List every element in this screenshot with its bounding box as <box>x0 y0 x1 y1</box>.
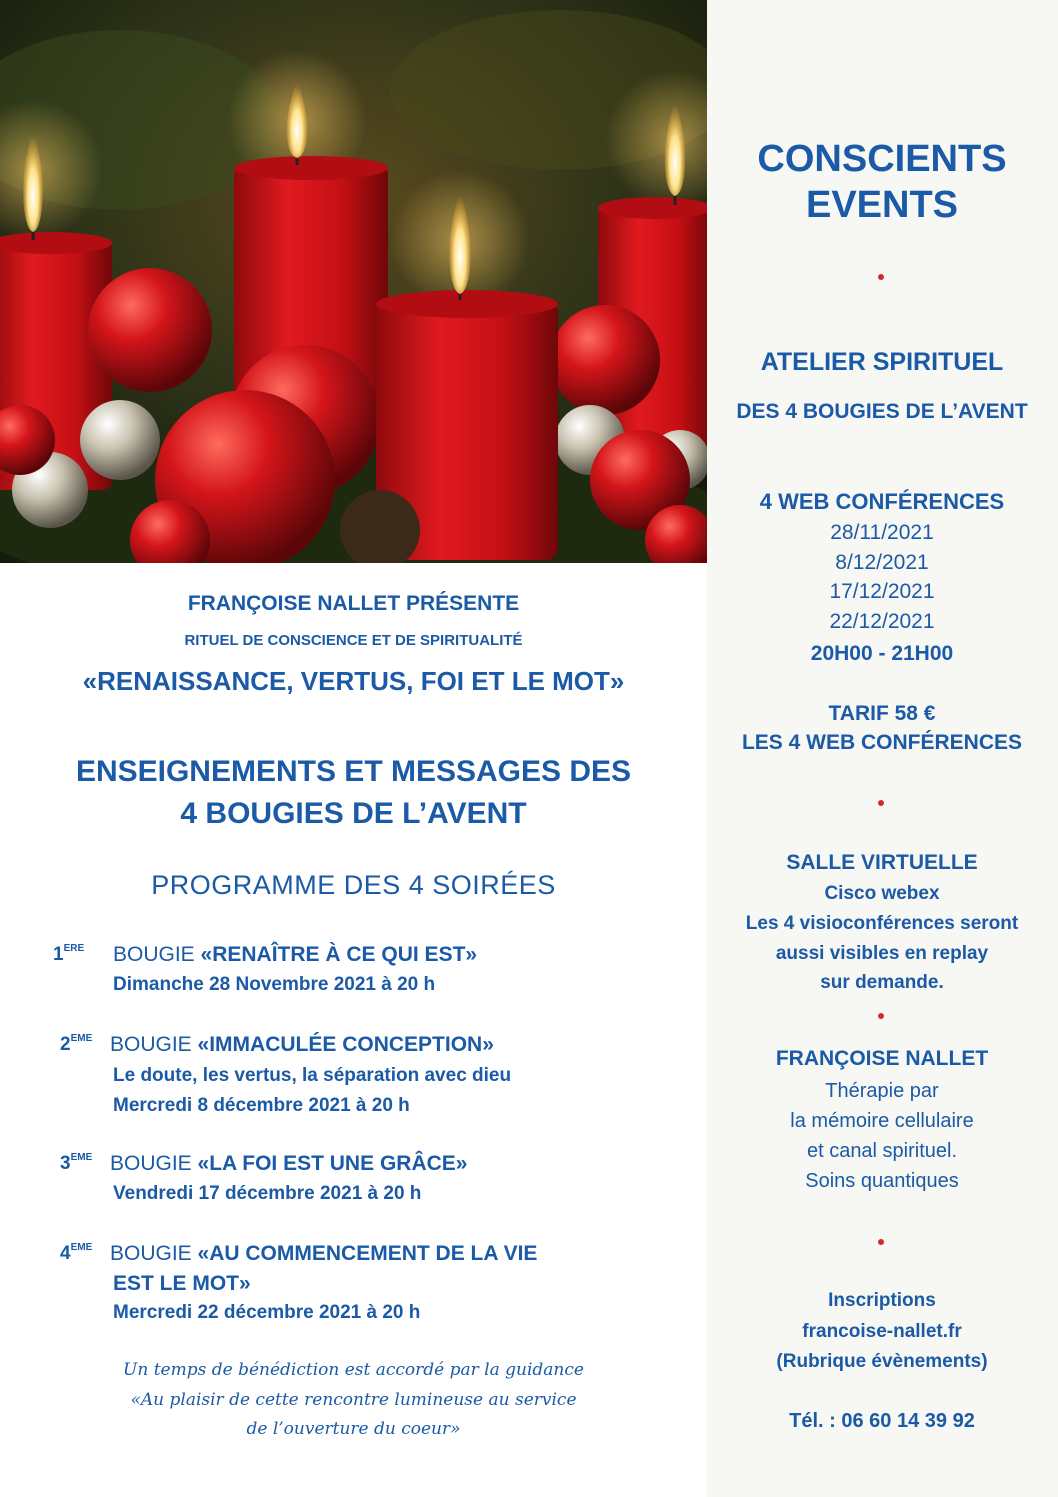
candle-number: 2EME <box>60 1033 93 1055</box>
therapist-line-2: la mémoire cellulaire <box>790 1110 974 1132</box>
atelier-subtitle: DES 4 BOUGIES DE L’AVENT <box>736 400 1028 423</box>
salle-line-4: sur demande. <box>820 972 944 993</box>
phone-number[interactable]: Tél. : 06 60 14 39 92 <box>789 1410 975 1432</box>
separator-dot <box>878 274 884 280</box>
candle-date: Dimanche 28 Novembre 2021 à 20 h <box>113 974 436 995</box>
programme-heading: PROGRAMME DES 4 SOIRÉES <box>151 870 556 900</box>
brand-line-1: CONSCIENTS <box>757 138 1007 180</box>
therapist-line-4: Soins quantiques <box>805 1170 959 1192</box>
salle-line-2: Les 4 visioconférences seront <box>745 913 1019 934</box>
brand-line-2: EVENTS <box>805 184 959 226</box>
closing-line-2: «Au plaisir de cette rencontre lumineuse au service <box>130 1390 577 1410</box>
candle-title-continued: EST LE MOT» <box>113 1272 251 1295</box>
closing-line-3: de l’ouverture du coeur» <box>246 1419 461 1439</box>
salle-line-3: aussi visibles en replay <box>775 943 989 964</box>
salle-line-1: Cisco webex <box>824 883 940 904</box>
date-3: 17/12/2021 <box>829 580 935 603</box>
therapist-name: FRANÇOISE NALLET <box>775 1047 989 1070</box>
presenter-line: FRANÇOISE NALLET PRÉSENTE <box>187 592 520 615</box>
candle-number: 4EME <box>60 1242 93 1264</box>
rituel-line: RITUEL DE CONSCIENCE ET DE SPIRITUALITÉ <box>184 632 523 649</box>
main-heading-line-1: ENSEIGNEMENTS ET MESSAGES DES <box>75 755 632 788</box>
therapist-line-1: Thérapie par <box>825 1080 939 1102</box>
candle-title: BOUGIE «LA FOI EST UNE GRÂCE» <box>110 1152 468 1175</box>
separator-dot <box>878 1239 884 1245</box>
candle-date: Mercredi 8 décembre 2021 à 20 h <box>113 1095 410 1116</box>
date-2: 8/12/2021 <box>835 551 929 574</box>
candle-date: Vendredi 17 décembre 2021 à 20 h <box>113 1183 422 1204</box>
candle-date: Mercredi 22 décembre 2021 à 20 h <box>113 1302 421 1323</box>
candle-title: BOUGIE «RENAÎTRE À CE QUI EST» <box>113 943 478 966</box>
atelier-title: ATELIER SPIRITUEL <box>760 348 1004 376</box>
tarif: TARIF 58 € <box>828 702 936 725</box>
main-heading-line-2: 4 BOUGIES DE L’AVENT <box>180 797 527 830</box>
candle-number: 3EME <box>60 1152 93 1174</box>
workshop-title: «RENAISSANCE, VERTUS, FOI ET LE MOT» <box>82 666 625 696</box>
web-conferences-title: 4 WEB CONFÉRENCES <box>759 489 1005 514</box>
events-section-note: (Rubrique évènements) <box>776 1351 988 1372</box>
tarif-subtitle: LES 4 WEB CONFÉRENCES <box>741 731 1023 754</box>
salle-title: SALLE VIRTUELLE <box>786 851 978 874</box>
date-4: 22/12/2021 <box>829 610 935 633</box>
hours: 20H00 - 21H00 <box>810 642 954 665</box>
candle-description: Le doute, les vertus, la séparation avec dieu <box>113 1065 512 1086</box>
closing-line-1: Un temps de bénédiction est accordé par la guidance <box>123 1360 584 1380</box>
candle-title: BOUGIE «AU COMMENCEMENT DE LA VIE <box>110 1242 538 1265</box>
date-1: 28/11/2021 <box>830 521 934 544</box>
advent-candles-photo <box>0 0 707 563</box>
inscriptions-label: Inscriptions <box>828 1290 936 1311</box>
website-link[interactable]: francoise-nallet.fr <box>802 1321 962 1342</box>
separator-dot <box>878 1013 884 1019</box>
candle-number: 1ERE <box>53 943 85 965</box>
candle-title: BOUGIE «IMMACULÉE CONCEPTION» <box>110 1033 494 1056</box>
therapist-line-3: et canal spirituel. <box>806 1140 958 1162</box>
separator-dot <box>878 800 884 806</box>
